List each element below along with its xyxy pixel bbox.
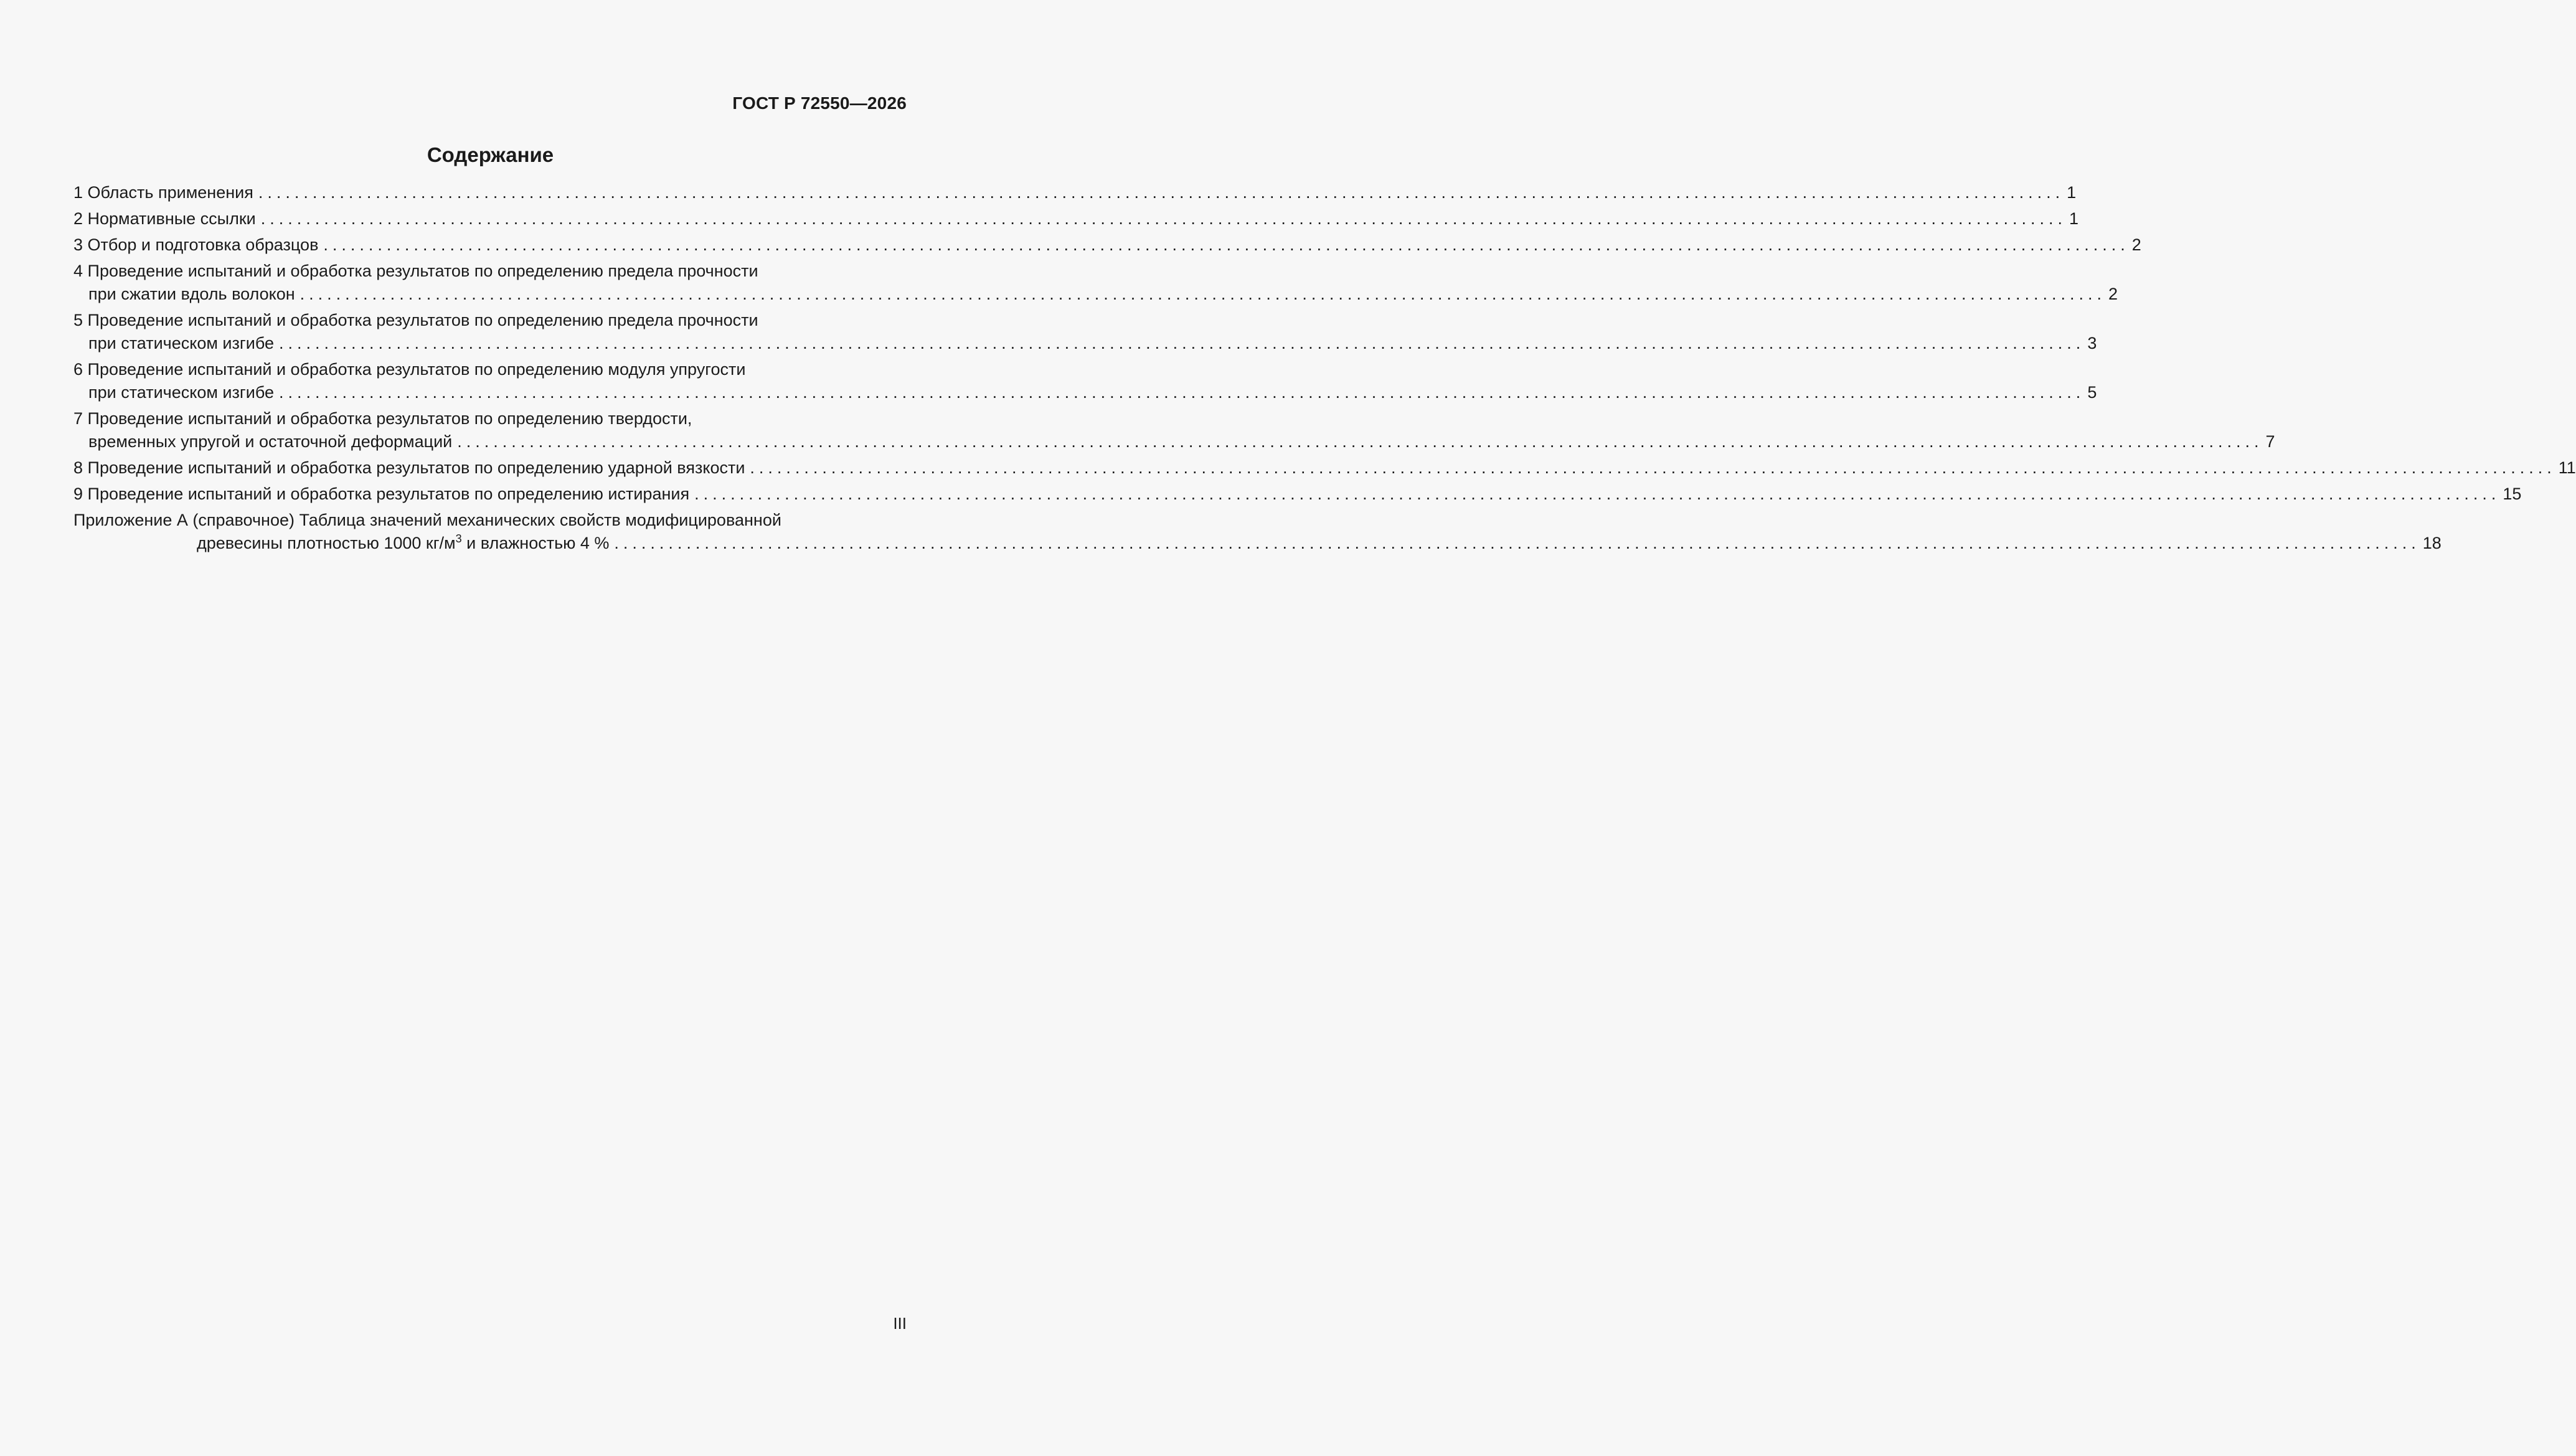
toc-entry-text-part: и влажностью 4 %: [461, 534, 610, 552]
toc-entry-number: 3: [73, 235, 88, 254]
toc-entry-text: при статическом изгибе: [88, 383, 275, 402]
toc-entry-2[interactable]: [73, 207, 2079, 230]
toc-entry-6[interactable]: [73, 358, 2097, 404]
table-of-contents: [73, 181, 2576, 558]
toc-entry-text: [73, 483, 689, 506]
toc-entry-line: [73, 483, 2522, 506]
toc-entry-title: Проведение испытаний и обработка результатов по определению предела прочности: [87, 311, 758, 329]
toc-entry-number: 4: [73, 262, 88, 280]
toc-page-number: 15: [2503, 485, 2522, 503]
toc-entry-text: [73, 181, 253, 204]
toc-page-number: 2: [2108, 285, 2118, 303]
toc-entry-number: 1: [73, 183, 88, 202]
dot-leader: ........................................................................................................................................................................................................: [300, 285, 2106, 303]
toc-entry-line: [73, 407, 907, 430]
toc-entry-3[interactable]: [73, 234, 2141, 257]
toc-entry-number: 5: [73, 311, 88, 329]
toc-entry-text: [73, 358, 745, 381]
toc-entry-line: [73, 509, 907, 532]
toc-entry-8[interactable]: [73, 456, 2576, 480]
toc-entry-text: Приложение А (справочное) Таблица значений механических свойств модифицированной: [73, 511, 781, 529]
toc-entry-number: 2: [73, 209, 88, 228]
dot-leader: ........................................................................................................................................................................................................: [323, 235, 2130, 254]
toc-entry-text: [73, 407, 692, 430]
dot-leader: ........................................................................................................................................................................................................: [694, 485, 2501, 503]
toc-page-number: 2: [2131, 235, 2141, 254]
toc-entry-line: [73, 283, 2118, 306]
toc-entry-text: [73, 309, 758, 332]
toc-entry-5[interactable]: [73, 309, 2097, 355]
toc-page-number: 1: [2069, 209, 2079, 228]
toc-entry-title: Проведение испытаний и обработка результатов по определению предела прочности: [87, 262, 758, 280]
toc-page-number: 18: [2422, 534, 2442, 552]
toc-entry-line: [73, 207, 2079, 230]
toc-entry-title: Проведение испытаний и обработка результатов по определению модуля упругости: [87, 360, 746, 379]
toc-entry-title: Область применения: [87, 183, 253, 202]
dot-leader: ........................................................................................................................................................................................................: [279, 334, 2085, 352]
toc-page-number: 7: [2265, 432, 2275, 451]
toc-entry-line: [73, 309, 907, 332]
toc-entry-appendix-a[interactable]: [73, 509, 2442, 555]
toc-entry-line: [73, 332, 2097, 355]
toc-entry-title: Проведение испытаний и обработка результатов по определению истирания: [87, 485, 690, 503]
toc-title: Содержание: [427, 143, 554, 166]
toc-entry-text: [197, 532, 609, 555]
toc-entry-line: [73, 358, 907, 381]
dot-leader: ........................................................................................................................................................................................................: [614, 534, 2420, 552]
toc-entry-text: [73, 456, 745, 480]
toc-entry-number: 8: [73, 458, 88, 477]
dot-leader: ........................................................................................................................................................................................................: [258, 183, 2065, 202]
toc-entry-text: при статическом изгибе: [88, 334, 275, 352]
dot-leader: ........................................................................................................................................................................................................: [457, 432, 2263, 451]
document-id: ГОСТ Р 72550—2026: [732, 93, 907, 113]
toc-entry-7[interactable]: [73, 407, 2275, 453]
dot-leader: ........................................................................................................................................................................................................: [279, 383, 2085, 402]
toc-page-number: 11: [2558, 458, 2576, 477]
toc-entry-4[interactable]: [73, 260, 2118, 306]
superscript: 3: [455, 532, 462, 545]
toc-entry-line: [73, 234, 2141, 257]
toc-entry-text: [73, 207, 256, 230]
toc-page-number: 1: [2067, 183, 2077, 202]
toc-entry-line: [73, 532, 2442, 555]
dot-leader: ........................................................................................................................................................................................................: [260, 209, 2067, 228]
toc-entry-text: [73, 234, 318, 257]
toc-entry-line: [73, 381, 2097, 404]
toc-entry-title: Отбор и подготовка образцов: [87, 235, 319, 254]
toc-entry-9[interactable]: [73, 483, 2522, 506]
toc-entry-title: Проведение испытаний и обработка результатов по определению твердости,: [87, 409, 692, 428]
page-number: III: [893, 1314, 907, 1333]
toc-entry-line: [73, 260, 907, 283]
toc-entry-number: 6: [73, 360, 88, 379]
toc-entry-1[interactable]: [73, 181, 2077, 204]
toc-entry-number: 9: [73, 485, 88, 503]
toc-entry-number: 7: [73, 409, 88, 428]
toc-entry-title: Проведение испытаний и обработка результатов по определению ударной вязкости: [87, 458, 745, 477]
toc-entry-line: [73, 456, 2576, 480]
toc-entry-text-part: древесины плотностью 1000 кг/м: [197, 534, 456, 552]
toc-entry-text: [73, 260, 758, 283]
dot-leader: ........................................................................................................................................................................................................: [750, 458, 2556, 477]
toc-entry-text: временных упругой и остаточной деформаций: [88, 432, 453, 451]
toc-page-number: 5: [2087, 383, 2097, 402]
toc-entry-text: при сжатии вдоль волокон: [88, 285, 295, 303]
toc-page-number: 3: [2087, 334, 2097, 352]
toc-entry-line: [73, 430, 2275, 453]
toc-entry-line: [73, 181, 2077, 204]
toc-entry-title: Нормативные ссылки: [87, 209, 256, 228]
